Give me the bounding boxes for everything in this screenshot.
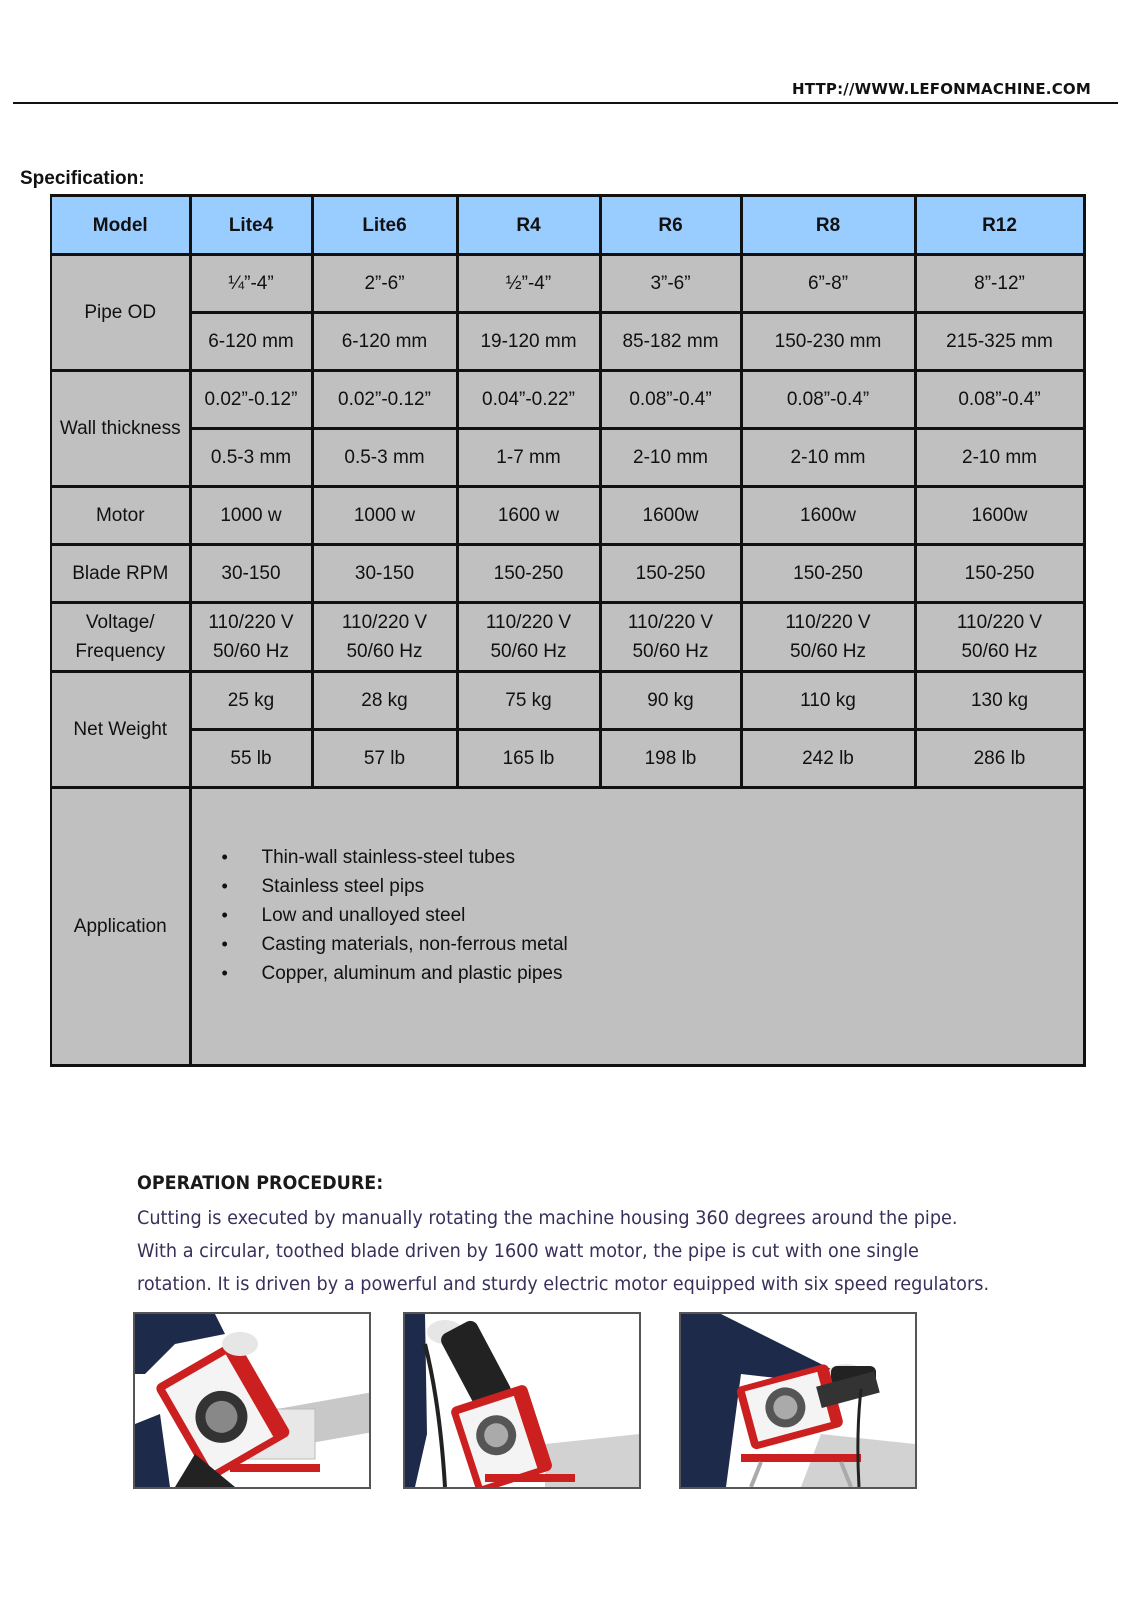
table-cell: 165 lb [457,730,600,788]
table-cell: ½”-4” [457,255,600,313]
table-cell: 1000 w [312,487,457,545]
operation-procedure-heading: OPERATION PROCEDURE: [137,1172,384,1194]
column-header-r6: R6 [600,196,741,255]
row-label-voltage-frequency [51,603,190,672]
table-cell: 1000 w [190,487,312,545]
table-cell: 0.08”-0.4” [915,371,1084,429]
table-cell: 8”-12” [915,255,1084,313]
table-cell: 75 kg [457,672,600,730]
table-cell: 2-10 mm [741,429,915,487]
frequency-value: 50/60 Hz [212,641,290,662]
specification-heading: Specification: [20,168,145,189]
bullet-icon: • [221,934,228,954]
row-label-blade-rpm: Blade RPM [51,545,190,603]
column-header-r12: R12 [915,196,1084,255]
voltage-value: 110/220 V [785,612,871,633]
table-row-wall-thickness-inch [51,371,1084,429]
list-item-text: Stainless steel pips [261,876,425,897]
table-cell [312,603,457,672]
table-row-application [51,788,1084,1066]
list-item [222,901,1083,930]
bullet-icon: • [221,876,228,896]
table-cell: 25 kg [190,672,312,730]
table-cell: 30-150 [190,545,312,603]
list-item [222,959,1083,988]
pipe-cutter-illustration [405,1314,639,1487]
table-cell: 6-120 mm [190,313,312,371]
table-cell: 242 lb [741,730,915,788]
table-cell [741,603,915,672]
bullet-icon: • [221,905,228,925]
pipe-cutter-illustration [135,1314,369,1487]
table-cell: 286 lb [915,730,1084,788]
table-cell: 19-120 mm [457,313,600,371]
table-cell: 110 kg [741,672,915,730]
machine-photo-3 [679,1312,917,1489]
table-cell [600,603,741,672]
voltage-value: 110/220 V [956,612,1043,633]
voltage-value: 110/220 V [208,612,294,633]
list-item-text: Casting materials, non-ferrous metal [261,934,568,955]
website-url: HTTP://WWW.LEFONMACHINE.COM [791,80,1091,98]
table-cell: 30-150 [312,545,457,603]
frequency-value: 50/60 Hz [789,641,867,662]
table-cell: 3”-6” [600,255,741,313]
voltage-value: 110/220 V [341,612,428,633]
application-cell [190,788,1084,1066]
voltage-value: 110/220 V [627,612,714,633]
table-cell: 0.08”-0.4” [600,371,741,429]
table-cell: 1600 w [457,487,600,545]
table-row-net-weight-kg [51,672,1084,730]
table-row-net-weight-lb [51,730,1084,788]
table-cell: 150-230 mm [741,313,915,371]
header-divider [13,102,1118,104]
operation-procedure-text: Cutting is executed by manually rotating the machine housing 360 degrees around the pipe. With a circular, toothed blade driven by 1600 watt motor, the pipe is cut with one single rotation. It is driven by a powerful and sturdy electric motor equipped with six speed regulators. [137,1207,990,1295]
column-header-r8: R8 [741,196,915,255]
table-cell: 150-250 [600,545,741,603]
table-header-row [51,196,1084,255]
column-header-lite4: Lite4 [190,196,312,255]
row-label-net-weight: Net Weight [51,672,190,788]
table-cell: 0.5-3 mm [190,429,312,487]
list-item [222,872,1083,901]
table-cell: 0.08”-0.4” [741,371,915,429]
table-cell: 150-250 [457,545,600,603]
table-cell: 150-250 [915,545,1084,603]
frequency-value: 50/60 Hz [490,641,567,662]
voltage-value: 110/220 V [485,612,572,633]
table-cell [915,603,1084,672]
table-cell [190,603,312,672]
frequency-value: 50/60 Hz [961,641,1038,662]
table-cell: 2-10 mm [915,429,1084,487]
table-cell: 0.5-3 mm [312,429,457,487]
specification-table [50,194,1086,1067]
table-cell: 0.02”-0.12” [312,371,457,429]
column-header-model: Model [51,196,190,255]
row-label-wall-thickness: Wall thickness [51,371,190,487]
table-cell: 85-182 mm [600,313,741,371]
table-row-blade-rpm [51,545,1084,603]
table-cell: 198 lb [600,730,741,788]
table-cell: 2”-6” [312,255,457,313]
table-cell: 90 kg [600,672,741,730]
table-row-motor [51,487,1084,545]
row-label-application: Application [51,788,190,1066]
table-cell: 1-7 mm [457,429,600,487]
row-label-pipe-od: Pipe OD [51,255,190,371]
list-item-text: Copper, aluminum and plastic pipes [261,963,563,984]
bullet-icon: • [221,847,228,867]
column-header-r4: R4 [457,196,600,255]
list-item [222,843,1083,872]
table-cell: 1600w [741,487,915,545]
pipe-cutter-illustration [681,1314,915,1487]
table-cell: 0.04”-0.22” [457,371,600,429]
table-row-pipe-od-mm [51,313,1084,371]
table-row-voltage-frequency [51,603,1084,672]
table-cell: 28 kg [312,672,457,730]
bullet-icon: • [221,963,228,983]
table-cell: 2-10 mm [600,429,741,487]
table-cell: 57 lb [312,730,457,788]
table-cell: 55 lb [190,730,312,788]
table-cell: 150-250 [741,545,915,603]
table-cell: 6”-8” [741,255,915,313]
row-label-motor: Motor [51,487,190,545]
table-cell: 1600w [600,487,741,545]
row-label-line: Voltage/ [85,612,155,633]
table-cell: 130 kg [915,672,1084,730]
row-label-line: Frequency [75,641,166,662]
table-cell: 1600w [915,487,1084,545]
table-cell [457,603,600,672]
table-cell: 6-120 mm [312,313,457,371]
list-item [222,930,1083,959]
machine-photo-1 [133,1312,371,1489]
list-item-text: Low and unalloyed steel [261,905,466,926]
frequency-value: 50/60 Hz [346,641,423,662]
list-item-text: Thin-wall stainless-steel tubes [261,847,515,868]
table-row-wall-thickness-mm [51,429,1084,487]
application-list [192,789,1083,988]
frequency-value: 50/60 Hz [632,641,709,662]
machine-photo-2 [403,1312,641,1489]
table-cell: ¼”-4” [190,255,312,313]
table-cell: 215-325 mm [915,313,1084,371]
table-cell: 0.02”-0.12” [190,371,312,429]
table-row-pipe-od-inch [51,255,1084,313]
column-header-lite6: Lite6 [312,196,457,255]
